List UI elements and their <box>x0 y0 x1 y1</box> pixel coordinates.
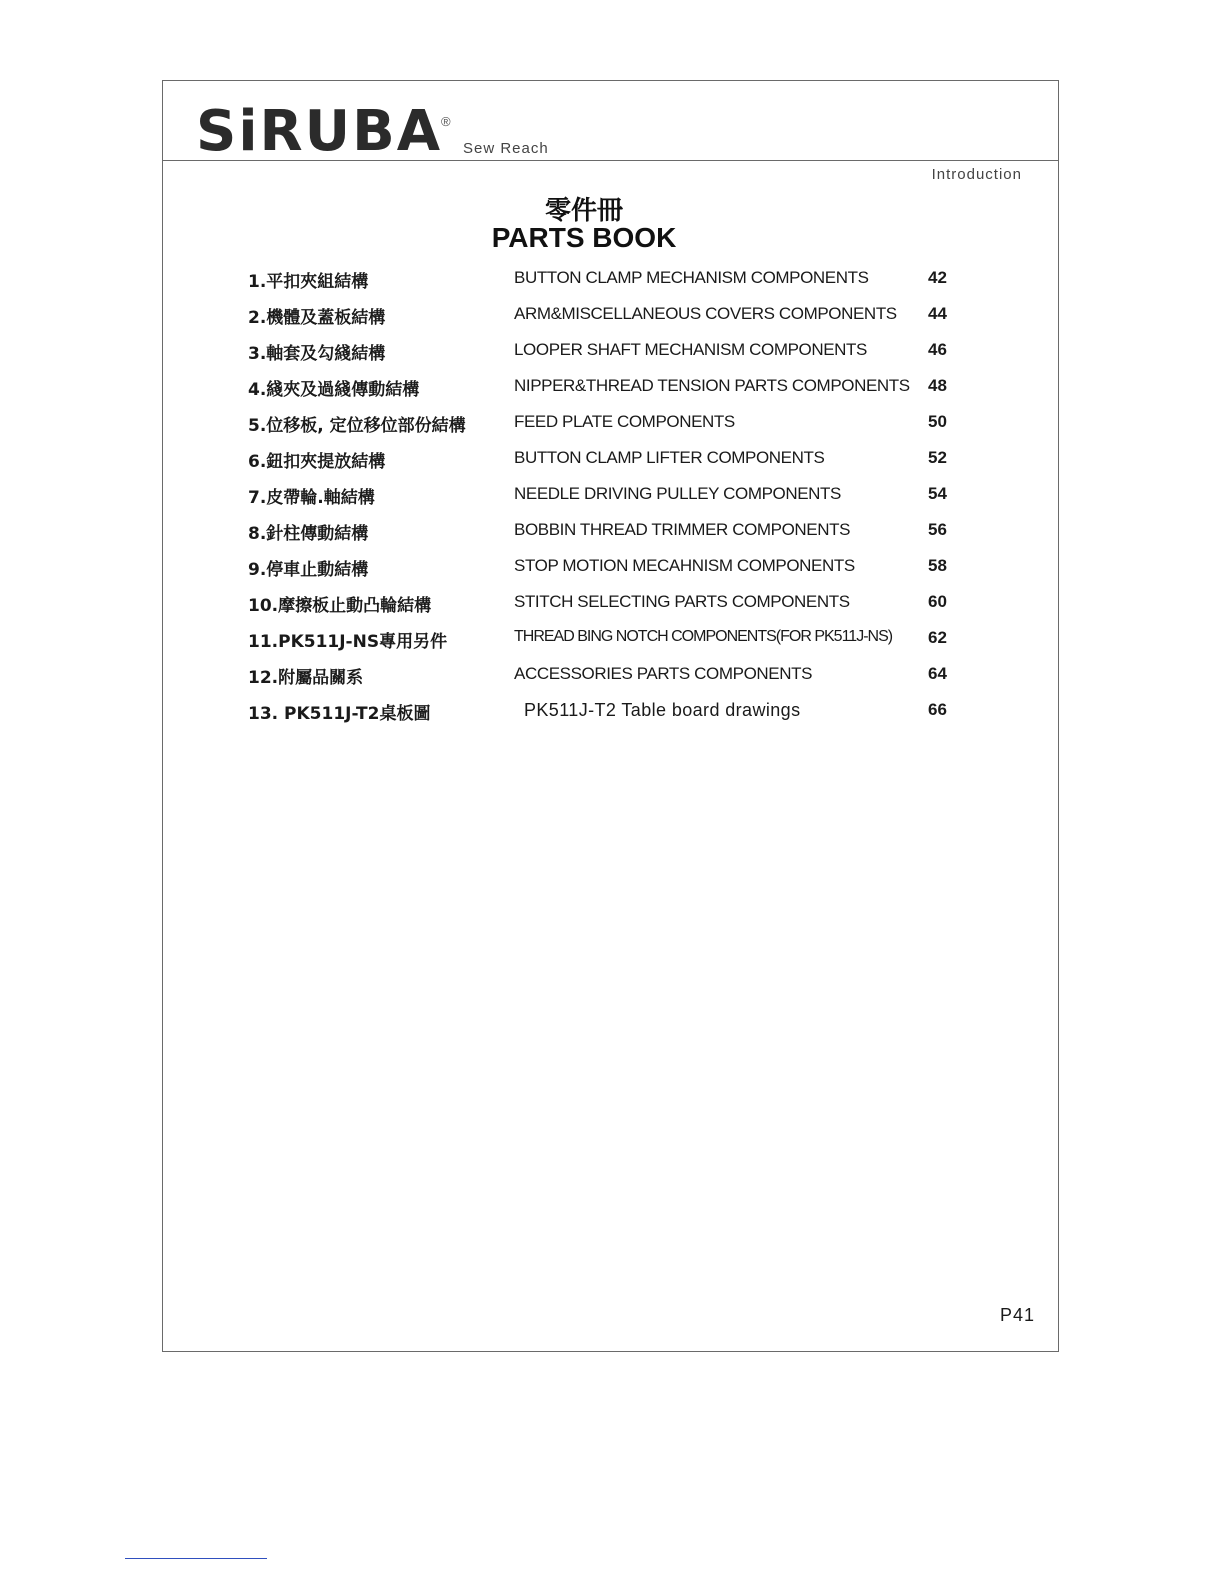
toc-row <box>248 516 968 552</box>
title-chinese: 零件冊 <box>544 196 623 226</box>
toc-row <box>248 408 968 444</box>
toc-chinese-title: 5.位移板, 定位移位部份結構 <box>248 416 466 436</box>
toc-english-title: BUTTON CLAMP LIFTER COMPONENTS <box>514 448 825 467</box>
logo-tagline: Sew Reach <box>463 140 549 157</box>
toc-chinese-title: 13. PK511J-T2桌板圖 <box>248 704 431 724</box>
toc-page-number: 60 <box>928 592 947 611</box>
toc-english-title: PK511J-T2 Table board drawings <box>524 700 801 720</box>
toc-page-number: 54 <box>928 484 947 503</box>
title-english: PARTS BOOK <box>491 222 677 253</box>
toc-row <box>248 480 968 516</box>
toc-row <box>248 300 968 336</box>
toc-page-number: 52 <box>928 448 947 467</box>
toc-english-title: ACCESSORIES PARTS COMPONENTS <box>514 664 813 683</box>
toc-row <box>248 552 968 588</box>
toc-row <box>248 372 968 408</box>
toc-chinese-title: 11.PK511J-NS專用另件 <box>248 632 448 652</box>
toc-english-title: THREAD BING NOTCH COMPONENTS(FOR PK511J-NS) <box>514 628 893 645</box>
toc-page-number: 66 <box>928 700 947 719</box>
toc-chinese-title: 1.平扣夾組結構 <box>248 272 369 292</box>
siruba-logo: SiRUBA <box>196 99 443 164</box>
toc-row <box>248 660 968 696</box>
toc-english-title: BUTTON CLAMP MECHANISM COMPONENTS <box>514 268 869 287</box>
toc-page-number: 50 <box>928 412 947 431</box>
toc-english-title: NEEDLE DRIVING PULLEY COMPONENTS <box>514 484 841 503</box>
toc-english-title: LOOPER SHAFT MECHANISM COMPONENTS <box>514 340 867 359</box>
registered-mark: ® <box>441 114 451 129</box>
toc-english-title: NIPPER&THREAD TENSION PARTS COMPONENTS <box>514 376 910 395</box>
toc-row <box>248 624 968 660</box>
toc-chinese-title: 7.皮帶輪.軸結構 <box>248 488 375 508</box>
footnote-rule <box>125 1558 267 1559</box>
section-label: Introduction <box>931 166 1022 183</box>
toc-page-number: 58 <box>928 556 947 575</box>
toc-english-title: STITCH SELECTING PARTS COMPONENTS <box>514 592 850 611</box>
toc-english-title: BOBBIN THREAD TRIMMER COMPONENTS <box>514 520 851 539</box>
toc-english-title: STOP MOTION MECAHNISM COMPONENTS <box>514 556 855 575</box>
toc-page-number: 64 <box>928 664 947 683</box>
toc-row <box>248 588 968 624</box>
toc-chinese-title: 8.針柱傳動結構 <box>248 524 369 544</box>
toc-chinese-title: 10.摩擦板止動凸輪結構 <box>248 596 432 616</box>
toc-english-title: ARM&MISCELLANEOUS COVERS COMPONENTS <box>514 304 897 323</box>
toc-chinese-title: 2.機體及蓋板結構 <box>248 308 386 328</box>
toc-chinese-title: 12.附屬品關系 <box>248 668 364 688</box>
toc-chinese-title: 3.軸套及勾綫結構 <box>248 344 386 364</box>
toc-row <box>248 336 968 372</box>
toc-page-number: 62 <box>928 628 947 647</box>
toc-page-number: 42 <box>928 268 947 287</box>
toc-chinese-title: 6.鈕扣夾提放結構 <box>248 452 386 472</box>
toc-page-number: 44 <box>928 304 947 323</box>
toc-page-number: 48 <box>928 376 947 395</box>
toc-page-number: 56 <box>928 520 947 539</box>
toc-english-title: FEED PLATE COMPONENTS <box>514 412 735 431</box>
table-of-contents <box>248 264 968 732</box>
toc-page-number: 46 <box>928 340 947 359</box>
toc-chinese-title: 4.綫夾及過綫傳動結構 <box>248 380 420 400</box>
page-number: P41 <box>1000 1305 1036 1325</box>
toc-row <box>248 444 968 480</box>
toc-row <box>248 264 968 300</box>
toc-chinese-title: 9.停車止動結構 <box>248 560 369 580</box>
toc-row <box>248 696 968 732</box>
